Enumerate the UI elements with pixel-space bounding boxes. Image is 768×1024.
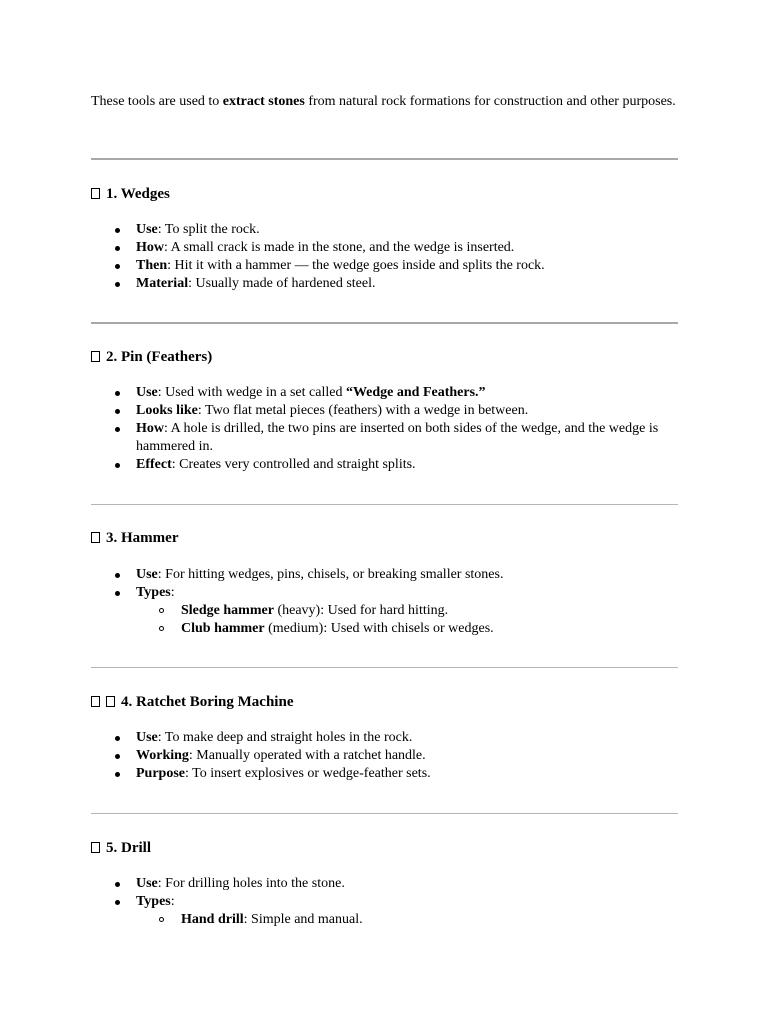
item-text: : [170,894,175,909]
box-glyph-icon [91,842,100,853]
hammer-types-list [136,602,676,638]
list-item [136,384,676,402]
item-label: Looks like [136,403,198,418]
list-item [136,747,676,765]
item-label: Working [136,748,189,763]
item-text: (medium): Used with chisels or wedges. [264,621,494,636]
list-item [136,875,676,893]
section-divider [91,667,678,668]
section-title: 3. Hammer [106,530,179,546]
list-item [136,893,676,929]
section-title: 2. Pin (Feathers) [106,349,213,365]
section-heading-pin-feathers [91,347,212,367]
item-text: : Two flat metal pieces (feathers) with a wedge in between. [197,403,529,418]
item-text: (heavy): Used for hard hitting. [273,603,449,618]
list-item [136,420,676,456]
item-label: Hand drill [181,912,244,927]
box-glyph-icon [106,696,115,707]
item-text: : Creates very controlled and straight splits. [171,457,416,472]
section-divider [91,158,678,160]
ratchet-boring-list [136,729,676,783]
sub-list-item [181,602,676,620]
item-text: : For hitting wedges, pins, chisels, or breaking smaller stones. [157,567,504,582]
item-text: : Usually made of hardened steel. [188,276,376,291]
section-heading-drill [91,838,151,858]
item-bold-tail: “Wedge and Feathers.” [345,385,486,400]
item-text: : To insert explosives or wedge-feather sets. [185,766,431,781]
list-item [136,239,676,257]
item-label: How [136,240,164,255]
intro-bold-phrase: extract stones [222,94,305,109]
item-text: : Hit it with a hammer — the wedge goes inside and splits the rock. [167,258,545,273]
section-heading-hammer [91,528,178,548]
item-label: How [136,421,164,436]
pin-feathers-list [136,384,676,474]
hammer-list [136,566,676,638]
item-label: Use [136,567,158,582]
section-title: 1. Wedges [106,186,170,202]
drill-list [136,875,676,929]
item-label: Use [136,222,158,237]
item-text: : A hole is drilled, the two pins are inserted on both sides of the wedge, and the wedge is hammered in. [136,421,659,454]
sub-list-item [181,911,676,929]
list-item [136,257,676,275]
list-item [136,566,676,584]
drill-types-list [136,911,676,929]
item-label: Types [136,894,171,909]
section-title: 5. Drill [106,840,151,856]
section-heading-ratchet-boring [91,692,293,712]
list-item [136,275,676,293]
item-label: Use [136,385,158,400]
list-item [136,221,676,239]
box-glyph-icon [91,188,100,199]
item-text: : Simple and manual. [243,912,363,927]
item-text: : To split the rock. [157,222,260,237]
item-text: : A small crack is made in the stone, and the wedge is inserted. [164,240,515,255]
intro-text-end: from natural rock formations for construction and other purposes. [304,94,676,109]
sub-list-item [181,620,676,638]
wedges-list [136,221,676,293]
section-divider [91,322,678,324]
item-text: : For drilling holes into the stone. [157,876,345,891]
box-glyph-icon [91,532,100,543]
section-title: 4. Ratchet Boring Machine [121,694,294,710]
list-item [136,765,676,783]
section-divider [91,813,678,814]
list-item [136,456,676,474]
item-label: Sledge hammer [181,603,274,618]
item-text: : Manually operated with a ratchet handle. [188,748,426,763]
list-item [136,729,676,747]
item-text: : To make deep and straight holes in the rock. [157,730,413,745]
list-item [136,402,676,420]
item-label: Purpose [136,766,185,781]
item-text: : Used with wedge in a set called [157,385,346,400]
section-divider [91,504,678,505]
item-label: Use [136,876,158,891]
list-item [136,584,676,638]
item-label: Club hammer [181,621,265,636]
item-label: Effect [136,457,172,472]
box-glyph-icon [91,696,100,707]
item-label: Use [136,730,158,745]
intro-paragraph [91,93,681,111]
item-label: Material [136,276,189,291]
item-label: Then [136,258,168,273]
item-text: : [170,585,175,600]
item-label: Types [136,585,171,600]
box-glyph-icon [91,351,100,362]
intro-text-start: These tools are used to [91,94,223,109]
section-heading-wedges [91,184,170,204]
